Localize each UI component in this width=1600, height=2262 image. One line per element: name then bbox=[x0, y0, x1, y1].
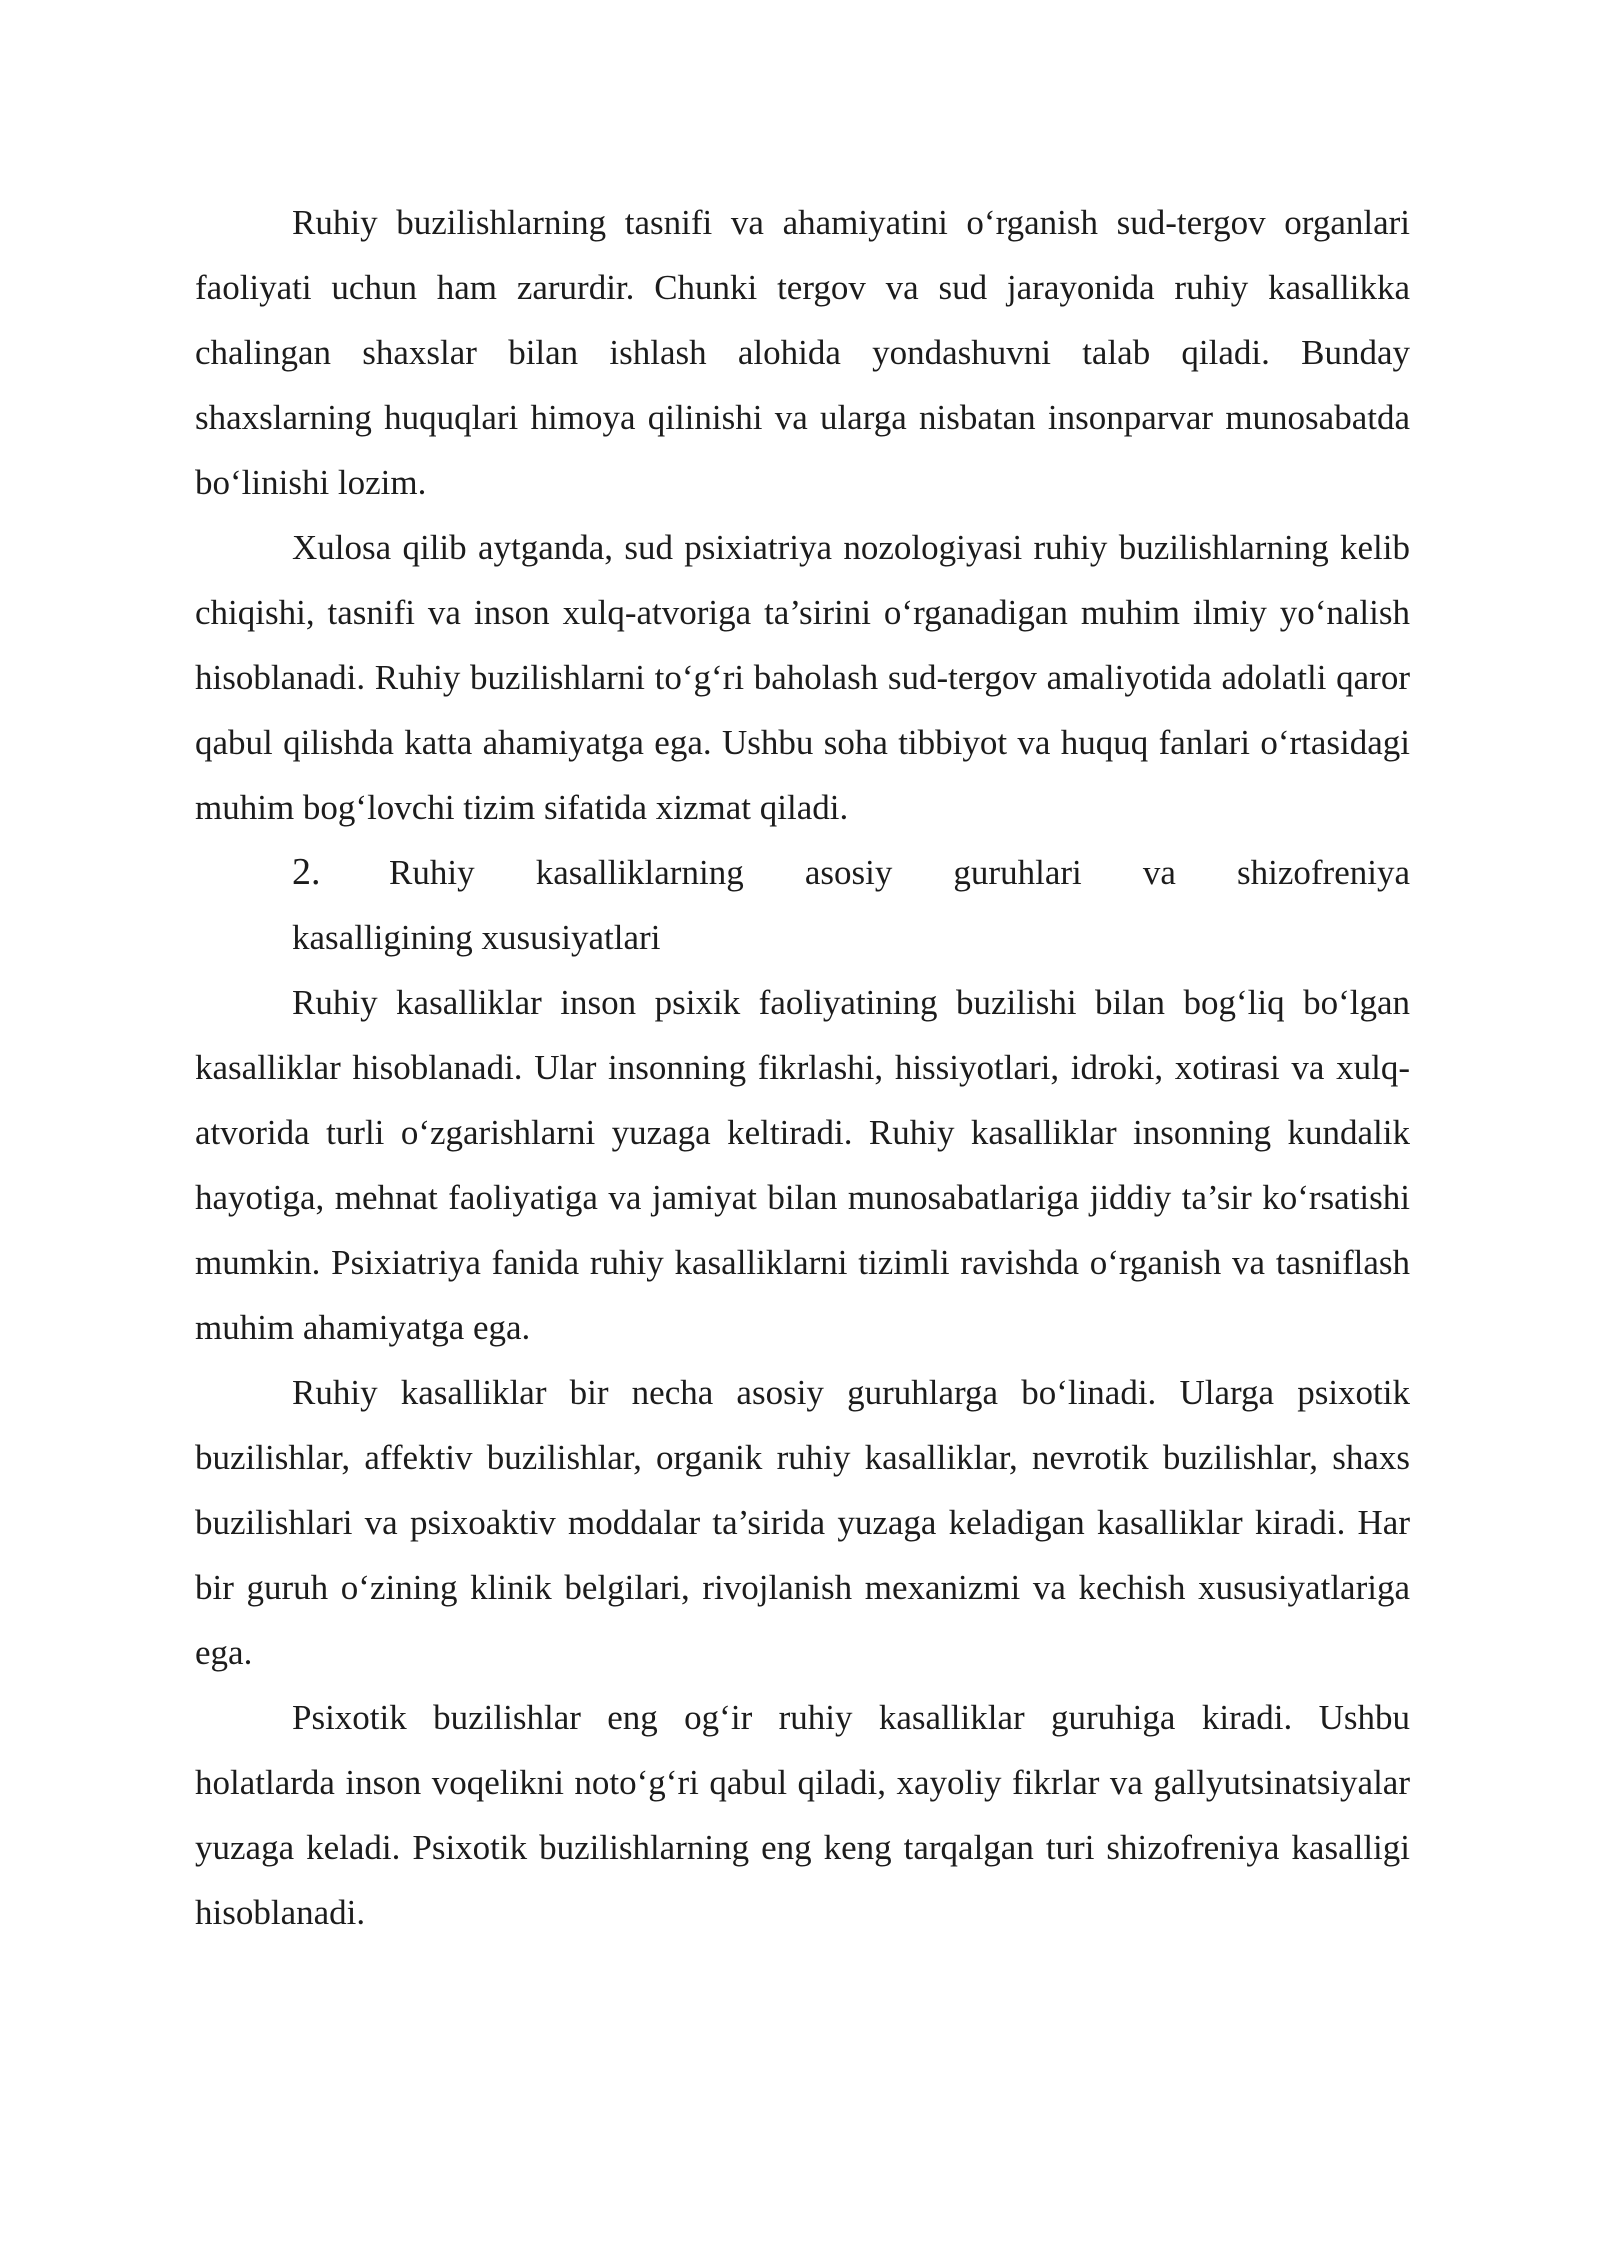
paragraph: Ruhiy buzilishlarning tasnifi va ahamiyatini o‘rganish sud-tergov organlari faoliyati uchun ham zarurdir. Chunki tergov va sud jarayonida ruhiy kasallikka chalingan shaxslar bilan ishlash alohida yondashuvni talab qiladi. Bunday shaxslarning huquqlari himoya qilinishi va ularga nisbatan insonparvar munosabatda bo‘linishi lozim. bbox=[195, 203, 1410, 502]
section-number: 2. bbox=[292, 851, 321, 893]
section-heading bbox=[195, 840, 1410, 970]
document-body bbox=[195, 190, 1410, 1945]
paragraph: Psixotik buzilishlar eng og‘ir ruhiy kasalliklar guruhiga kiradi. Ushbu holatlarda inson voqelikni noto‘g‘ri qabul qiladi, xayoliy fikrlar va gallyutsinatsiyalar yuzaga keladi. Psixotik buzilishlarning eng keng tarqalgan turi shizofreniya kasalligi hisoblanadi. bbox=[195, 1698, 1410, 1932]
section-title-line-1: Ruhiy kasalliklarning asosiy guruhlari va shizofreniya bbox=[389, 853, 1410, 892]
section-title-line-2: kasalligining xususiyatlari bbox=[292, 918, 661, 957]
paragraph: Xulosa qilib aytganda, sud psixiatriya nozologiyasi ruhiy buzilishlarning kelib chiqishi, tasnifi va inson xulq-atvoriga ta’sirini o‘rganadigan muhim ilmiy yo‘nalish hisoblanadi. Ruhiy buzilishlarni to‘g‘ri baholash sud-tergov amaliyotida adolatli qaror qabul qilishda katta ahamiyatga ega. Ushbu soha tibbiyot va huquq fanlari o‘rtasidagi muhim bog‘lovchi tizim sifatida xizmat qiladi. bbox=[195, 528, 1410, 827]
paragraph: Ruhiy kasalliklar bir necha asosiy guruhlarga bo‘linadi. Ularga psixotik buzilishlar, affektiv buzilishlar, organik ruhiy kasalliklar, nevrotik buzilishlar, shaxs buzilishlari va psixoaktiv moddalar ta’sirida yuzaga keladigan kasalliklar kiradi. Har bir guruh o‘zining klinik belgilari, rivojlanish mexanizmi va kechish xususiyatlariga ega. bbox=[195, 1373, 1410, 1672]
paragraph: Ruhiy kasalliklar inson psixik faoliyatining buzilishi bilan bog‘liq bo‘lgan kasalliklar hisoblanadi. Ular insonning fikrlashi, hissiyotlari, idroki, xotirasi va xulq-atvorida turli o‘zgarishlarni yuzaga keltiradi. Ruhiy kasalliklar insonning kundalik hayotiga, mehnat faoliyatiga va jamiyat bilan munosabatlariga jiddiy ta’sir ko‘rsatishi mumkin. Psixiatriya fanida ruhiy kasalliklarni tizimli ravishda o‘rganish va tasniflash muhim ahamiyatga ega. bbox=[195, 983, 1410, 1347]
